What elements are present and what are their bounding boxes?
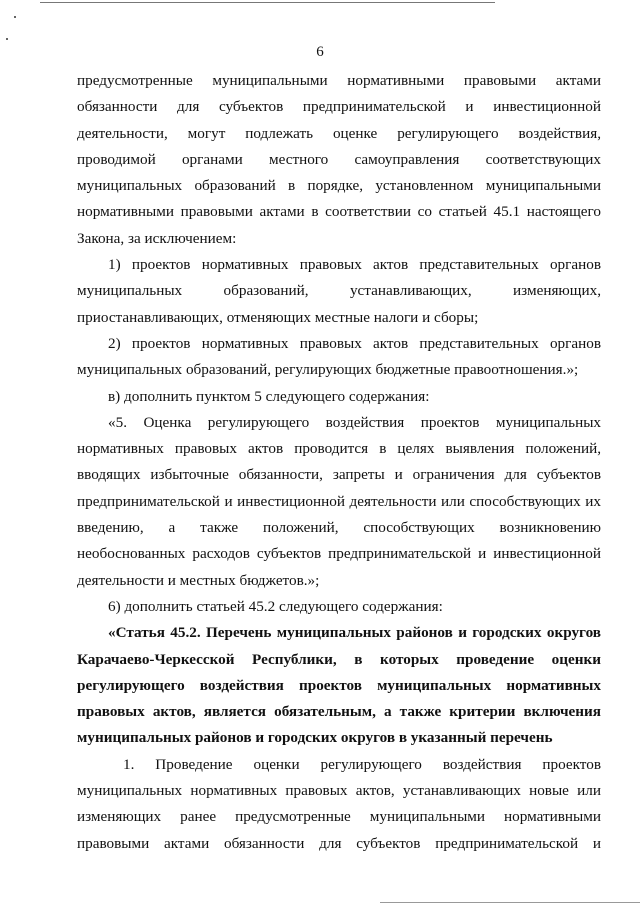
text-line: предусмотренные муниципальными нормативными правовыми актами <box>77 72 601 89</box>
text-line: нормативными правовыми актами в соответствии со статьей 45.1 настоящего <box>77 203 601 221</box>
text-line: Карачаево-Черкесской Республики, в которых проведение оценки <box>77 650 601 668</box>
text-line: правовыми актами обязанности для субъектов предпринимательской и <box>77 834 601 852</box>
text-line: изменяющих ранее предусмотренные муниципальными нормативными <box>77 808 601 826</box>
text-line: «5. Оценка регулирующего воздействия проектов муниципальных <box>108 413 601 431</box>
scan-speck <box>6 38 8 40</box>
text-line: правовых актов, является обязательным, а также критерии включения <box>77 703 601 721</box>
scan-top-rule <box>40 2 495 3</box>
text-line: вводящих избыточные обязанности, запреты и ограничения для субъектов <box>77 466 601 484</box>
text-line: обязанности для субъектов предпринимательской и инвестиционной <box>77 98 601 116</box>
text-line: муниципальных образований в порядке, установленном муниципальными <box>77 177 601 195</box>
text-line: деятельности и местных бюджетов.»; <box>77 571 320 589</box>
scan-bottom-rule <box>380 902 640 903</box>
text-line: 2) проектов нормативных правовых актов представительных органов <box>108 334 601 352</box>
text-line: введению, а также положений, способствующих возникновению <box>77 519 601 537</box>
text-line: муниципальных образований, устанавливающих, изменяющих, <box>77 282 601 300</box>
text-line: 1) проектов нормативных правовых актов представительных органов <box>108 256 601 274</box>
page-number: 6 <box>316 44 324 60</box>
text-line: приостанавливающих, отменяющих местные налоги и сборы; <box>77 308 479 326</box>
text-line: «Статья 45.2. Перечень муниципальных районов и городских округов <box>108 624 601 642</box>
text-line: муниципальных нормативных правовых актов, устанавливающих новые или <box>77 782 601 800</box>
text-line: 6) дополнить статьей 45.2 следующего содержания: <box>108 597 443 615</box>
text-line: нормативных правовых актов проводится в целях выявления положений, <box>77 440 601 458</box>
text-line: необоснованных расходов субъектов предпринимательской и инвестиционной <box>77 545 601 563</box>
text-line: муниципальных районов и городских округов в указанный перечень <box>77 729 553 747</box>
text-line: предпринимательской и инвестиционной деятельности или способствующих их <box>77 492 601 510</box>
text-line: регулирующего воздействия проектов муниципальных нормативных <box>77 676 601 694</box>
text-line: муниципальных образований, регулирующих бюджетные правоотношения.»; <box>77 361 579 379</box>
text-line: 1. Проведение оценки регулирующего воздействия проектов <box>123 755 601 773</box>
scan-speck <box>14 16 16 18</box>
text-line: в) дополнить пунктом 5 следующего содержания: <box>108 387 430 405</box>
text-line: проводимой органами местного самоуправления соответствующих <box>77 150 601 168</box>
text-line: Закона, за исключением: <box>77 229 237 247</box>
document-body <box>77 68 601 857</box>
text-line: деятельности, могут подлежать оценке регулирующего воздействия, <box>77 124 601 142</box>
